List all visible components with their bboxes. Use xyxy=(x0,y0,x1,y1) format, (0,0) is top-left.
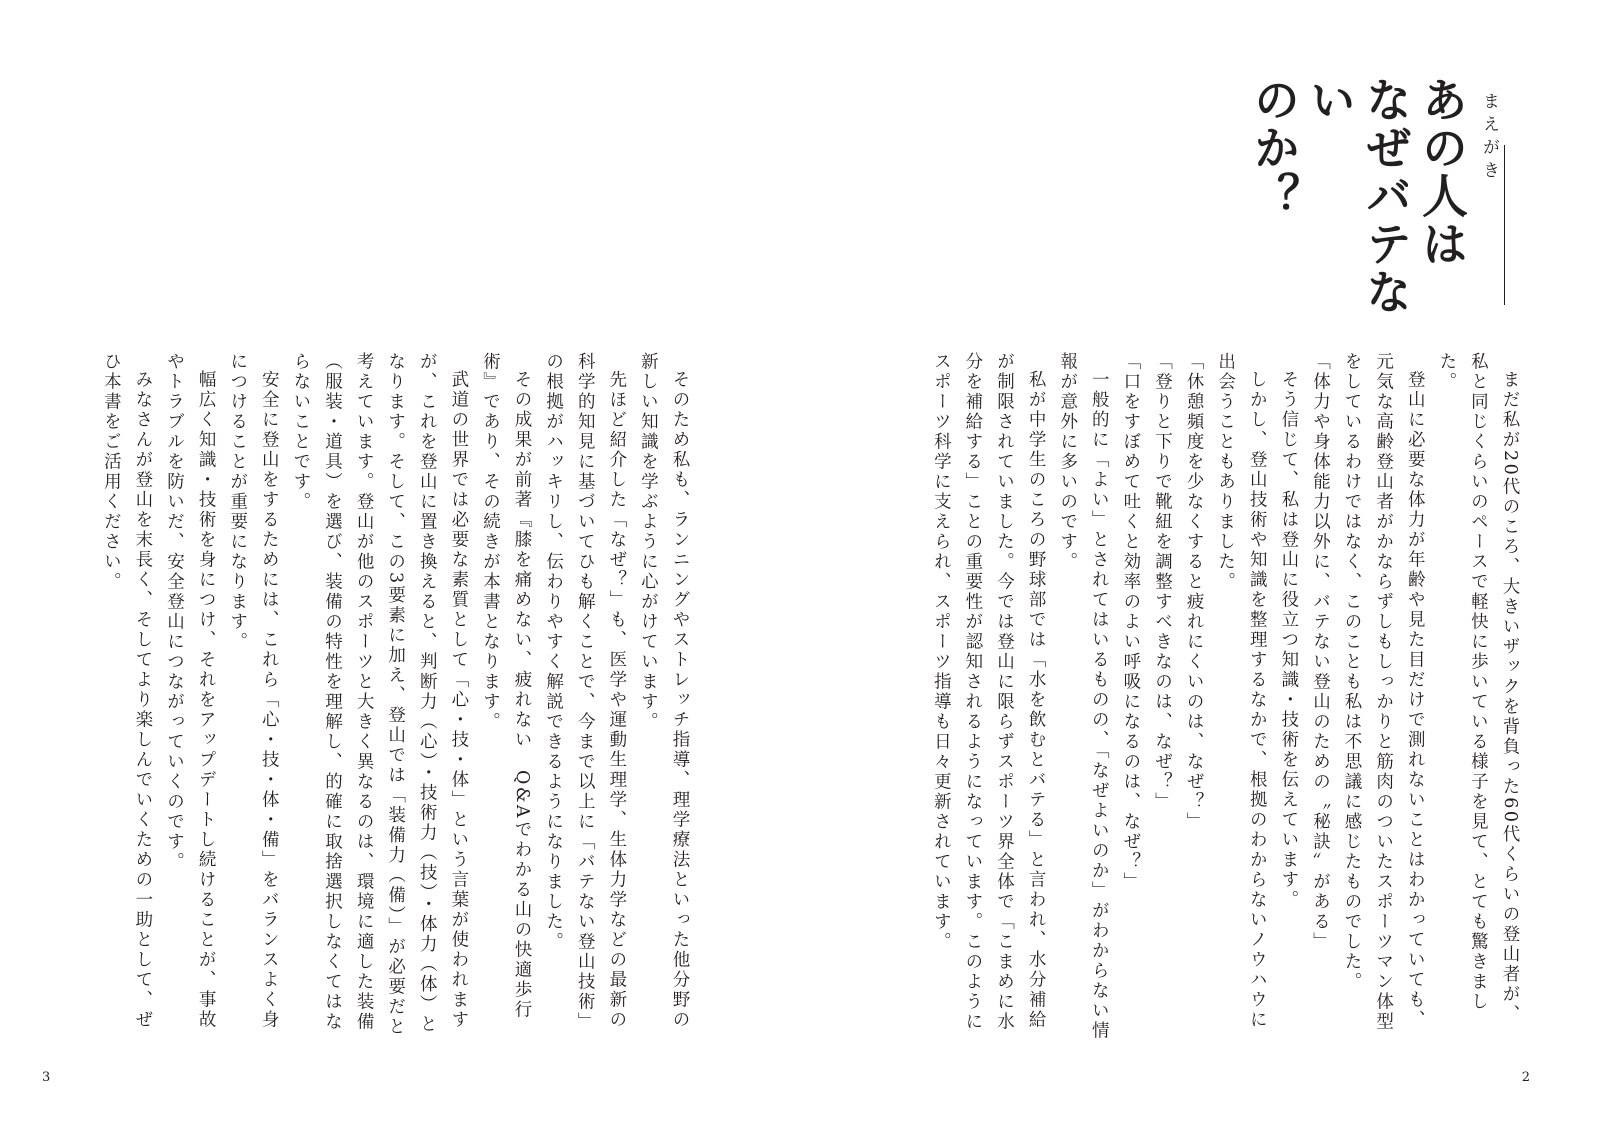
paragraph: 「休憩頻度を少なくすると疲れにくいのは、なぜ？」 xyxy=(1184,352,1205,832)
paragraph: しかし、登山技術や知識を整理するなかで、根拠のわからないノウハウに出会うこともありました。 xyxy=(1215,352,1268,1030)
paragraph: 「口をすぼめて吐くと効率のよい呼吸になるのは、なぜ？」 xyxy=(1120,352,1141,892)
paragraph: まだ私が20代のころ、大きいザックを背負った60代くらいの登山者が、私と同じくらいのペースで軽快に歩いている様子を見て、とても驚きました。 xyxy=(1436,352,1520,1025)
header-rule xyxy=(1504,145,1505,305)
paragraph: 先ほど紹介した「なぜ？」も、医学や運動生理学、生体力学などの最新の科学的知見に基づいてひも解くことで、今まで以上に「バテない登山技術」の根拠がハッキリし、伝わりやすく解説できるようになりました。 xyxy=(543,352,627,1032)
paragraph: 登山に必要な体力が年齢や見た目だけで測れないことはわかっていても、元気な高齢登山者がかならずしもしっかりと筋肉のついたスポーツマン体型をしているわけではなく、このことも私は不思議に感じたものでした。 xyxy=(1342,352,1426,1032)
paragraph: そのため私も、ランニングやストレッチ指導、理学療法といった他分野の新しい知識を学ぶように心がけています。 xyxy=(638,352,690,1030)
paragraph: 安全に登山をするためには、これら「心・技・体・備」をバランスよく身につけることが重要になります。 xyxy=(227,352,280,1030)
page-title xyxy=(1246,76,1470,316)
paragraph: そう信じて、私は登山に役立つ知識・技術を伝えています。 xyxy=(1278,369,1299,910)
left-body-text xyxy=(55,352,695,1042)
paragraph: 私が中学生のころの野球部では「水を飲むとバテる」と言われ、水分補給が制限されていました。今では登山に限らずスポーツ界全体で「こまめに水分を補給する」ことの重要性が認知されるようになっています。このようにスポーツ科学に支えられ、スポーツ指導も日々更新されています。 xyxy=(931,352,1047,1032)
paragraph: 「登りと下りで靴紐を調整すべきなのは、なぜ？」 xyxy=(1152,352,1173,812)
paragraph: 幅広く知識・技術を身につけ、それをアップデートし続けることが、事故やトラブルを防いだ、安全登山につながっていくのです。 xyxy=(164,352,217,1030)
page-number: 2 xyxy=(1521,1070,1530,1085)
right-page xyxy=(800,0,1600,1135)
title-line-3: のか？ xyxy=(1247,76,1301,220)
paragraph: 「体力や身体能力以外に、バテない登山のための〝秘訣〟がある」 xyxy=(1310,352,1331,952)
title-line-2: なぜバテない xyxy=(1303,76,1413,316)
page-number: 3 xyxy=(42,1070,51,1085)
title-line-1: あの人は xyxy=(1415,76,1469,268)
paragraph: 一般的に「よい」とされてはいるものの、「なぜよいのか」がわからない情報が意外に多いのです。 xyxy=(1057,352,1110,1041)
paragraph: その成果が前著『膝を痛めない、疲れない Q&Aでわかる山の快適歩行術』であり、その続きが本書となります。 xyxy=(480,352,533,1020)
paragraph: 武道の世界では必要な素質として「心・技・体」という言葉が使われますが、これを登山に置き換えると、判断力（心）・技術力（技）・体力（体）となります。そして、この3要素に加え、登山では「装備力（備）」が必要だと考えています。登山が他のスポーツと大きく異なるのは、環境に適した装備（服装・道具）を選び、装備の特性を理解し、的確に取捨選択しなくてはならないことです。 xyxy=(290,352,469,1037)
section-label: まえがき xyxy=(1479,92,1499,184)
paragraph: みなさんが登山を末長く、そしてより楽しんでいくための一助として、ぜひ本書をご活用ください。 xyxy=(101,352,153,1030)
right-body-text xyxy=(885,352,1525,1042)
